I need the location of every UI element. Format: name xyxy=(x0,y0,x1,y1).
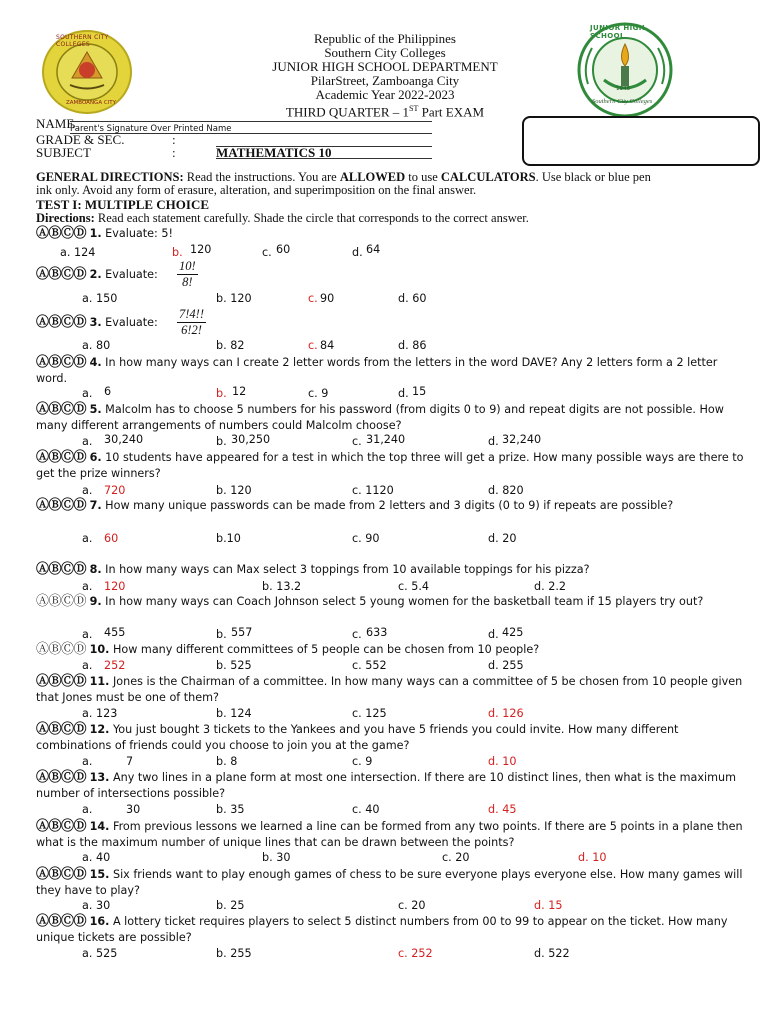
option-a-value[interactable]: 30 xyxy=(126,803,141,816)
option-a-value[interactable]: 60 xyxy=(104,532,119,545)
question-text: A lottery ticket requires players to select 5 distinct numbers from 00 to 99 to appear on the ticket. How many unique tickets are possible? xyxy=(36,915,728,944)
option-c[interactable]: c. 90 xyxy=(352,532,380,545)
option-a-letter[interactable]: a. xyxy=(82,387,93,400)
subject-underline xyxy=(216,158,432,159)
option-b[interactable]: b. 30 xyxy=(262,851,291,864)
test-directions-label: Directions: xyxy=(36,211,95,225)
option-c-value[interactable]: 84 xyxy=(320,339,335,352)
question-number: 3. xyxy=(89,316,102,329)
name-underline[interactable] xyxy=(70,121,432,122)
option-d[interactable]: d. 86 xyxy=(398,339,427,352)
option-c[interactable]: c. 252 xyxy=(398,947,433,960)
answer-bubbles[interactable]: ⒶⒷⒸⒹ xyxy=(36,402,87,417)
question-10 xyxy=(36,642,748,658)
option-c[interactable]: c. 20 xyxy=(398,899,426,912)
question-number: 11. xyxy=(89,675,110,688)
option-a-value[interactable]: 30,240 xyxy=(104,433,144,446)
header-exam-title xyxy=(230,102,540,119)
option-c[interactable]: c. 9 xyxy=(308,387,329,400)
question-13 xyxy=(36,770,748,802)
answer-bubbles[interactable]: ⒶⒷⒸⒹ xyxy=(36,226,87,241)
fraction-numerator: 7!4!! xyxy=(179,307,204,321)
question-number: 6. xyxy=(89,451,102,464)
question-number: 13. xyxy=(89,771,110,784)
question-11 xyxy=(36,674,748,706)
answer-bubbles[interactable]: ⒶⒷⒸⒹ xyxy=(36,267,87,282)
question-4 xyxy=(36,355,748,387)
answer-bubbles[interactable]: ⒶⒷⒸⒹ xyxy=(36,819,87,834)
option-d[interactable]: d. 10 xyxy=(488,755,517,768)
header-school-name: Southern City Colleges xyxy=(324,45,446,60)
option-c[interactable]: c. 552 xyxy=(352,659,387,672)
question-12 xyxy=(36,722,748,754)
answer-bubbles[interactable]: ⒶⒷⒸⒹ xyxy=(36,867,87,882)
option-b-letter[interactable]: b. xyxy=(216,387,227,400)
question-text: Six friends want to play enough games of chess to be sure everyone plays everyone else. How many games will they have to play? xyxy=(36,868,743,897)
question-6 xyxy=(36,450,748,482)
option-c[interactable]: c. 1120 xyxy=(352,484,394,497)
fraction-q3 xyxy=(177,307,206,338)
question-8 xyxy=(36,562,748,578)
left-logo-text-bottom: ZAMBOANGA CITY xyxy=(66,100,117,106)
option-c[interactable]: c. 40 xyxy=(352,803,380,816)
question-text: Evaluate: xyxy=(101,316,158,329)
option-b-value[interactable]: 30,250 xyxy=(231,433,271,446)
right-logo-year: 1946 xyxy=(616,86,630,92)
question-text: From previous lessons we learned a line can be formed from any two points. If there are 5 points in a plane then what is the maximum number of unique lines that can be drawn between the points? xyxy=(36,820,743,849)
grade-colon: : xyxy=(172,132,176,147)
question-3 xyxy=(36,315,748,331)
option-b-value[interactable]: 12 xyxy=(232,385,247,398)
left-logo-text-top: SOUTHERN CITY COLLEGES xyxy=(56,34,109,48)
right-logo-text-bottom: Southern City Colleges xyxy=(592,98,653,105)
name-label: NAME xyxy=(36,116,75,131)
option-d-letter[interactable]: d. xyxy=(488,435,499,448)
question-number: 14. xyxy=(89,820,110,833)
answer-bubbles[interactable]: ⒶⒷⒸⒹ xyxy=(36,722,87,737)
school-header xyxy=(230,32,540,119)
question-7 xyxy=(36,498,748,514)
option-d[interactable]: d. 10 xyxy=(578,851,607,864)
question-text: Jones is the Chairman of a committee. In how many ways can a committee of 5 be chosen from 10 people given that Jones must be one of them? xyxy=(36,675,743,704)
option-d-value[interactable]: 425 xyxy=(502,626,524,639)
question-14 xyxy=(36,819,748,851)
option-c[interactable]: c. 20 xyxy=(442,851,470,864)
option-b-letter[interactable]: b. xyxy=(216,435,227,448)
option-c-value[interactable]: 60 xyxy=(276,243,291,256)
option-d[interactable]: d. 126 xyxy=(488,707,524,720)
subject-colon: : xyxy=(172,145,176,160)
option-d[interactable]: d. 255 xyxy=(488,659,524,672)
exam-title-sup: ST xyxy=(409,104,419,113)
question-text: Any two lines in a plane form at most one intersection. If there are 10 distinct lines, then what is the maximum number of intersections possible? xyxy=(36,771,737,800)
option-d[interactable]: d. 45 xyxy=(488,803,517,816)
option-a-letter[interactable]: a. xyxy=(82,755,93,768)
allowed-word: ALLOWED xyxy=(339,170,406,184)
option-a[interactable]: a. 40 xyxy=(82,851,111,864)
question-number: 9. xyxy=(89,595,102,608)
question-text: You just bought 3 tickets to the Yankees and you have 5 friends you could invite. How many different combinations of friends could you choose to join you at the game? xyxy=(36,723,679,752)
option-d-letter[interactable]: d. xyxy=(488,628,499,641)
answer-bubbles[interactable]: ⒶⒷⒸⒹ xyxy=(36,674,87,689)
question-text: Malcolm has to choose 5 numbers for his password (from digits 0 to 9) and repeat digits are not possible. How many different arrangements of numbers could Malcolm choose? xyxy=(36,403,724,432)
option-a[interactable]: a. 124 xyxy=(60,246,96,259)
option-c-letter[interactable]: c. xyxy=(308,292,318,305)
answer-bubbles[interactable]: ⒶⒷⒸⒹ xyxy=(36,642,87,657)
option-b-value[interactable]: 120 xyxy=(190,243,212,256)
general-text-2: to use xyxy=(405,170,441,184)
option-b[interactable]: b. 120 xyxy=(216,292,252,305)
fraction-numerator: 10! xyxy=(179,259,196,273)
general-directions-line2: ink only. Avoid any form of erasure, alteration, and superimposition on the final answer. xyxy=(36,183,477,197)
question-9 xyxy=(36,594,748,610)
question-2 xyxy=(36,267,748,283)
option-b[interactable]: b. 124 xyxy=(216,707,252,720)
left-school-seal-logo xyxy=(42,30,132,114)
option-d-value[interactable]: 15 xyxy=(412,385,427,398)
fraction-denominator: 6!2! xyxy=(181,323,202,337)
option-a[interactable]: a. 30 xyxy=(82,899,111,912)
question-text: In how many ways can I create 2 letter words from the letters in the word DAVE? Any 2 letters form a 2 letter word. xyxy=(36,356,718,385)
option-a-letter[interactable]: a. xyxy=(82,628,93,641)
answer-bubbles[interactable]: ⒶⒷⒸⒹ xyxy=(36,914,87,929)
question-text: In how many ways can Coach Johnson select 5 young women for the basketball team if 15 players try out? xyxy=(101,595,704,608)
answer-bubbles[interactable]: ⒶⒷⒸⒹ xyxy=(36,562,87,577)
question-number: 16. xyxy=(89,915,110,928)
question-15 xyxy=(36,867,748,899)
option-a-letter[interactable]: a. xyxy=(82,803,93,816)
option-b[interactable]: b. 82 xyxy=(216,339,245,352)
option-a-letter[interactable]: a. xyxy=(82,532,93,545)
option-b-letter[interactable]: b. xyxy=(172,246,183,259)
option-d[interactable]: d. 20 xyxy=(488,532,517,545)
option-a-letter[interactable]: a. xyxy=(82,580,93,593)
option-c-letter[interactable]: c. xyxy=(352,628,362,641)
test-directions-text: Read each statement carefully. Shade the circle that corresponds to the correct answer. xyxy=(94,211,529,225)
header-department: JUNIOR HIGH SCHOOL DEPARTMENT xyxy=(272,59,498,74)
option-a[interactable]: a. 80 xyxy=(82,339,111,352)
option-d-letter[interactable]: d. xyxy=(352,246,363,259)
general-text-1: Read the instructions. You are xyxy=(183,170,340,184)
general-text-3: . Use black or blue pen xyxy=(535,170,651,184)
right-junior-high-logo xyxy=(574,22,676,118)
option-a-value[interactable]: 120 xyxy=(104,580,126,593)
question-5 xyxy=(36,402,748,434)
answer-bubbles[interactable]: ⒶⒷⒸⒹ xyxy=(36,355,87,370)
option-c-value[interactable]: 31,240 xyxy=(366,433,406,446)
option-a[interactable]: a. 150 xyxy=(82,292,118,305)
option-a-value[interactable]: 252 xyxy=(104,659,126,672)
answer-bubbles[interactable]: ⒶⒷⒸⒹ xyxy=(36,498,87,513)
option-b[interactable]: b. 35 xyxy=(216,803,245,816)
option-b[interactable]: b. 120 xyxy=(216,484,252,497)
option-c-value[interactable]: 90 xyxy=(320,292,335,305)
option-c-letter[interactable]: c. xyxy=(352,435,362,448)
question-number: 7. xyxy=(89,499,102,512)
option-a-value[interactable]: 7 xyxy=(126,755,134,768)
general-directions-label: GENERAL DIRECTIONS: xyxy=(36,170,184,184)
option-b[interactable]: b. 255 xyxy=(216,947,252,960)
name-caption: Parent's Signature Over Printed Name xyxy=(70,124,232,134)
general-directions xyxy=(36,171,748,197)
option-c[interactable]: c. 125 xyxy=(352,707,387,720)
question-number: 1. xyxy=(89,227,102,240)
question-text: Evaluate: xyxy=(101,268,158,281)
option-c-letter[interactable]: c. xyxy=(262,246,272,259)
subject-label: SUBJECT xyxy=(36,145,91,160)
option-c-letter[interactable]: c. xyxy=(308,339,318,352)
option-b-letter[interactable]: b. xyxy=(216,628,227,641)
subject-value: MATHEMATICS 10 xyxy=(216,145,332,160)
option-a-letter[interactable]: a. xyxy=(82,435,93,448)
question-number: 15. xyxy=(89,868,110,881)
option-d[interactable]: d. 60 xyxy=(398,292,427,305)
question-text: How many different committees of 5 people can be chosen from 10 people? xyxy=(109,643,540,656)
answer-bubbles[interactable]: ⒶⒷⒸⒹ xyxy=(36,594,87,609)
option-b-value[interactable]: 557 xyxy=(231,626,253,639)
test-title: TEST I: MULTIPLE CHOICE xyxy=(36,197,210,212)
question-number: 10. xyxy=(89,643,110,656)
answer-bubbles[interactable]: ⒶⒷⒸⒹ xyxy=(36,450,87,465)
option-d-letter[interactable]: d. xyxy=(398,387,409,400)
question-number: 12. xyxy=(89,723,110,736)
question-16 xyxy=(36,914,748,946)
option-b[interactable]: b.10 xyxy=(216,532,241,545)
exam-title-prefix: THIRD QUARTER – 1 xyxy=(285,104,409,120)
test-directions xyxy=(36,212,748,225)
question-number: 4. xyxy=(89,356,102,369)
question-number: 5. xyxy=(89,403,102,416)
question-1 xyxy=(36,226,748,242)
option-c-value[interactable]: 633 xyxy=(366,626,388,639)
calculators-word: CALCULATORS xyxy=(440,170,536,184)
option-d[interactable]: d. 2.2 xyxy=(534,580,567,593)
grade-label: GRADE & SEC. xyxy=(36,132,125,147)
option-d-value[interactable]: 64 xyxy=(366,243,381,256)
question-text: In how many ways can Max select 3 toppings from 10 available toppings for his pizza? xyxy=(101,563,590,576)
option-b[interactable]: b. 525 xyxy=(216,659,252,672)
option-b[interactable]: b. 25 xyxy=(216,899,245,912)
question-text: Evaluate: 5! xyxy=(101,227,173,240)
score-box xyxy=(522,116,760,166)
option-a-value[interactable]: 455 xyxy=(104,626,126,639)
answer-bubbles[interactable]: ⒶⒷⒸⒹ xyxy=(36,770,87,785)
header-address: PilarStreet, Zamboanga City xyxy=(310,73,460,88)
option-a-letter[interactable]: a. xyxy=(82,484,93,497)
question-text: How many unique passwords can be made from 2 letters and 3 digits (0 to 9) if repeats are possible? xyxy=(101,499,674,512)
header-academic-year: Academic Year 2022-2023 xyxy=(315,87,455,102)
option-b[interactable]: b. 8 xyxy=(216,755,238,768)
question-number: 2. xyxy=(89,268,102,281)
option-d[interactable]: d. 15 xyxy=(534,899,563,912)
fraction-denominator: 8! xyxy=(182,275,193,289)
option-b[interactable]: b. 13.2 xyxy=(262,580,302,593)
right-logo-text-top: JUNIOR HIGH SCHOOL xyxy=(590,24,645,40)
option-c[interactable]: c. 9 xyxy=(352,755,373,768)
question-text: 10 students have appeared for a test in which the top three will get a prize. How many possible ways are there to get the prize winners? xyxy=(36,451,744,480)
option-d-value[interactable]: 32,240 xyxy=(502,433,542,446)
option-a-value[interactable]: 6 xyxy=(104,385,112,398)
option-a[interactable]: a. 123 xyxy=(82,707,118,720)
option-a-value[interactable]: 720 xyxy=(104,484,126,497)
exam-title-suffix: Part EXAM xyxy=(418,104,485,120)
option-d[interactable]: d. 522 xyxy=(534,947,570,960)
header-republic: Republic of the Philippines xyxy=(314,31,456,46)
fraction-q2 xyxy=(177,259,198,290)
option-d[interactable]: d. 820 xyxy=(488,484,524,497)
option-a-letter[interactable]: a. xyxy=(82,659,93,672)
question-number: 8. xyxy=(89,563,102,576)
option-a[interactable]: a. 525 xyxy=(82,947,118,960)
option-c[interactable]: c. 5.4 xyxy=(398,580,430,593)
answer-bubbles[interactable]: ⒶⒷⒸⒹ xyxy=(36,315,87,330)
